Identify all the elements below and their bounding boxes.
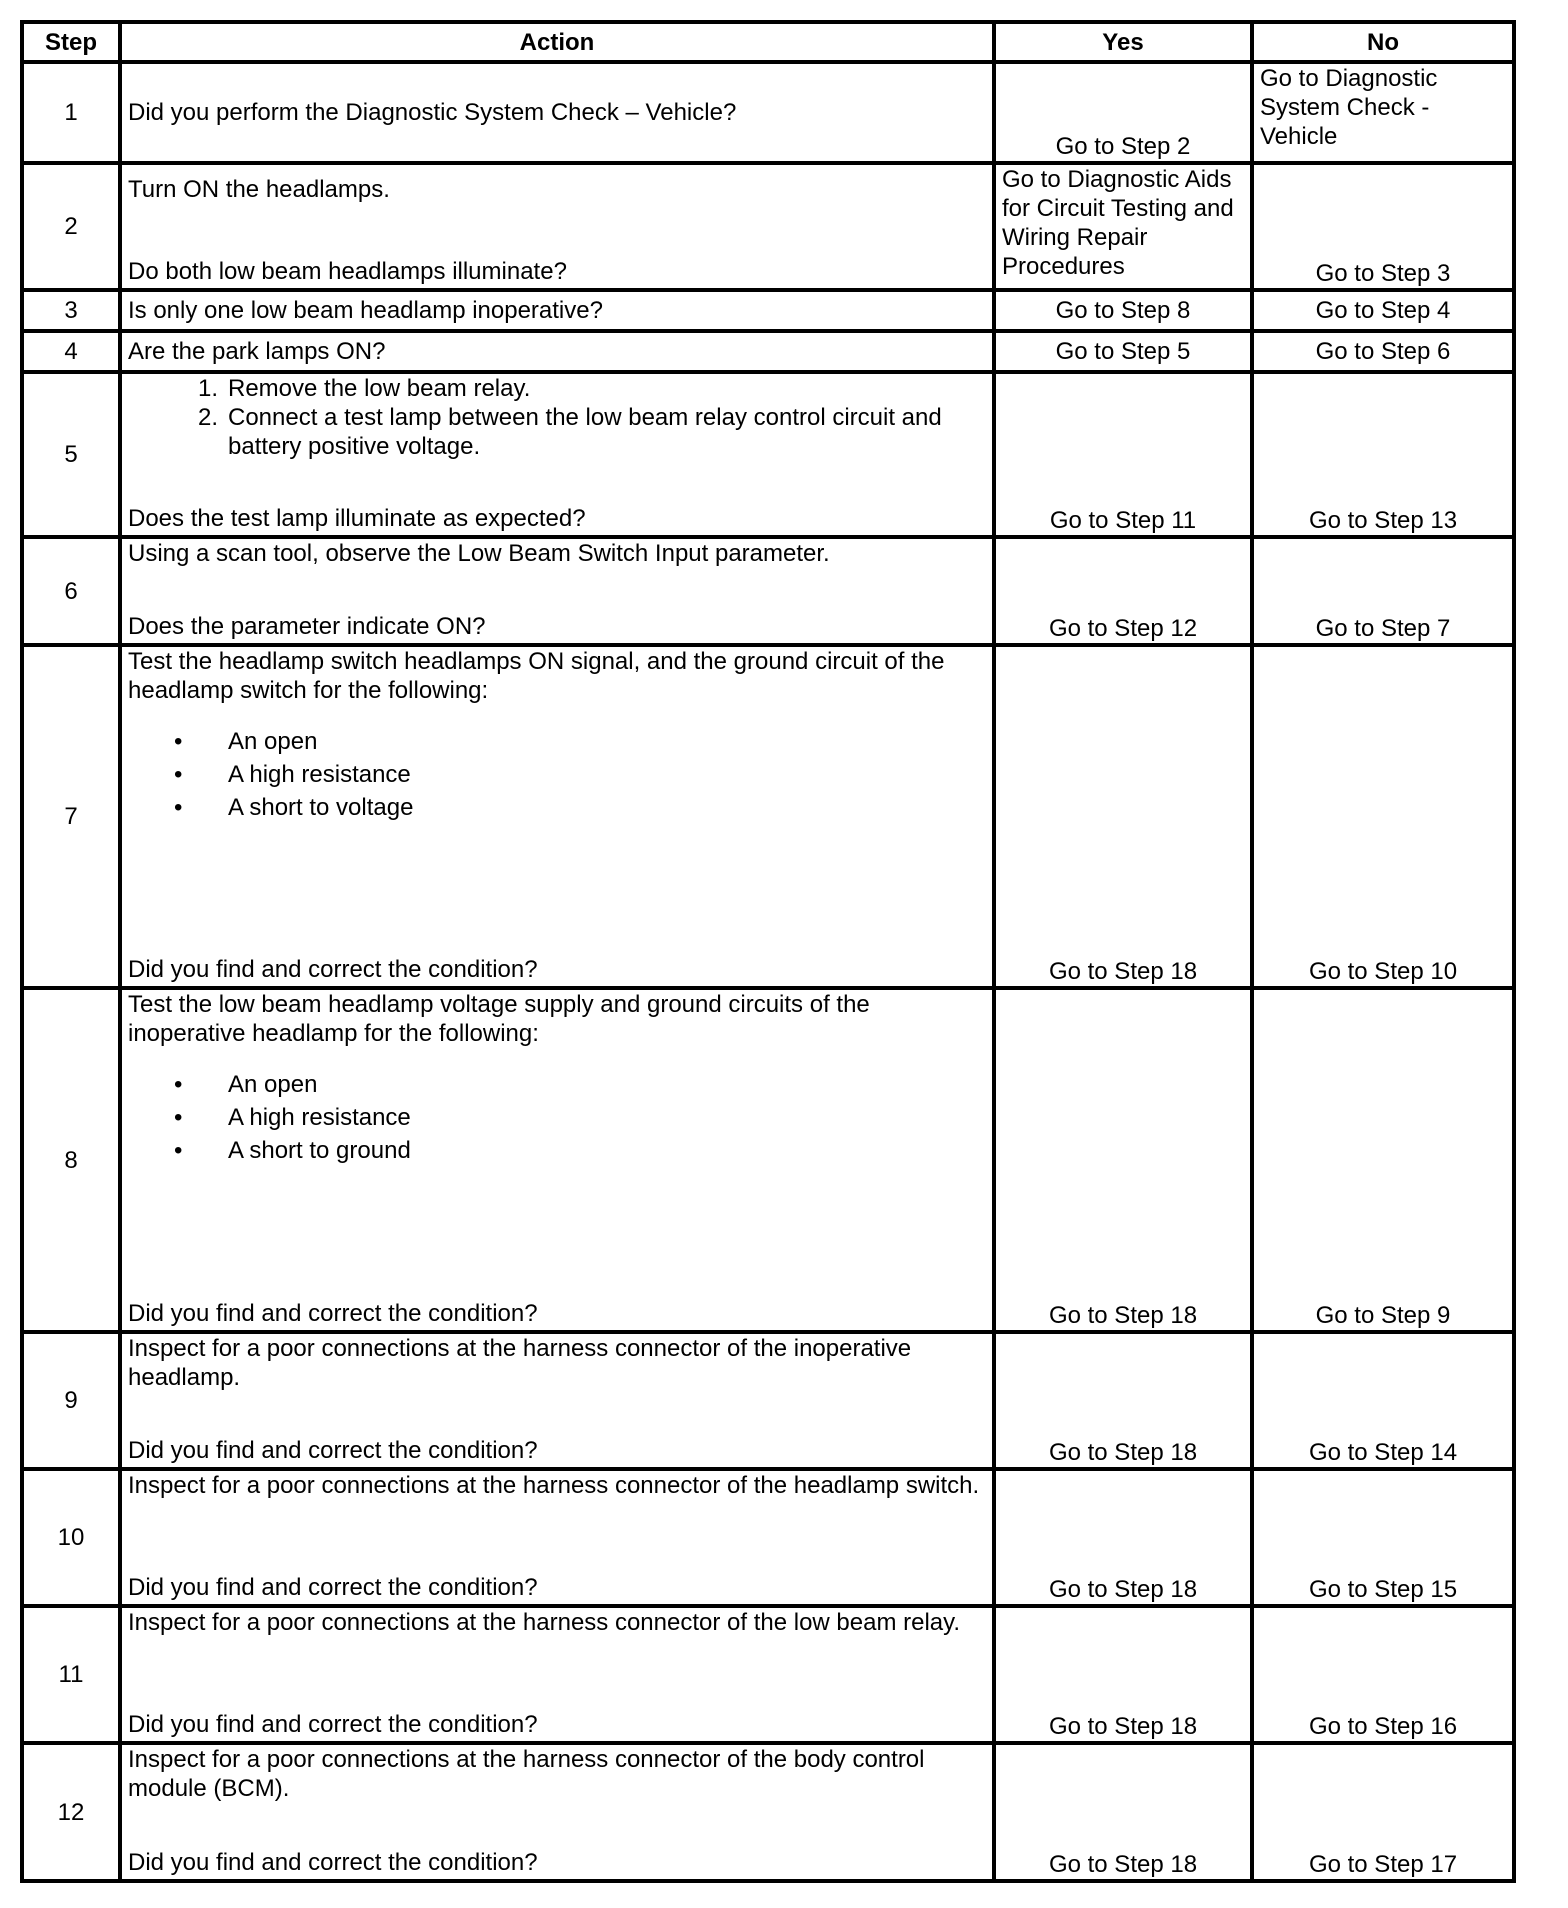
list-item	[128, 760, 986, 793]
table-row	[22, 1469, 1514, 1606]
action-question: Does the test lamp illuminate as expected?	[128, 505, 586, 532]
step-number: 8	[22, 988, 120, 1332]
action-question: Does the parameter indicate ON?	[128, 613, 486, 640]
list-item	[128, 403, 986, 461]
diagnostic-steps-table	[20, 20, 1516, 1883]
yes-cell: Go to Step 8	[994, 290, 1252, 331]
yes-cell: Go to Step 18	[994, 1743, 1252, 1881]
action-instruction: Test the low beam headlamp voltage supply and ground circuits of the inoperative headlamp for the following:	[128, 991, 870, 1047]
action-instruction: Inspect for a poor connections at the harness connector of the headlamp switch.	[128, 1472, 980, 1499]
no-cell: Go to Step 9	[1252, 988, 1514, 1332]
action-cell	[120, 988, 994, 1332]
action-instruction: Inspect for a poor connections at the harness connector of the low beam relay.	[128, 1609, 961, 1636]
action-cell	[120, 163, 994, 290]
action-question: Is only one low beam headlamp inoperative?	[128, 297, 603, 324]
no-cell: Go to Step 14	[1252, 1332, 1514, 1469]
action-cell	[120, 1606, 994, 1743]
table-row	[22, 372, 1514, 537]
list-item	[128, 793, 986, 826]
step-number: 4	[22, 331, 120, 372]
action-question: Did you find and correct the condition?	[128, 1300, 538, 1327]
list-text: An open	[228, 1071, 318, 1098]
list-text: Connect a test lamp between the low beam relay control circuit and battery positive voltage.	[228, 404, 942, 460]
list-item	[128, 1070, 986, 1103]
list-text: An open	[228, 728, 318, 755]
action-instruction: Using a scan tool, observe the Low Beam Switch Input parameter.	[128, 540, 830, 567]
step-number: 9	[22, 1332, 120, 1469]
yes-cell: Go to Step 18	[994, 1332, 1252, 1469]
table-header-row	[22, 22, 1514, 62]
action-instruction: Turn ON the headlamps.	[128, 176, 390, 203]
action-cell	[120, 537, 994, 645]
bullet: •	[174, 794, 183, 821]
table-row	[22, 1743, 1514, 1881]
step-number: 5	[22, 372, 120, 537]
table-row	[22, 1606, 1514, 1743]
numbered-steps	[128, 374, 986, 461]
action-cell	[120, 1469, 994, 1606]
bullet: •	[174, 1137, 183, 1164]
list-text: Remove the low beam relay.	[228, 375, 531, 402]
list-text: A short to voltage	[228, 794, 414, 821]
yes-cell: Go to Step 18	[994, 1606, 1252, 1743]
table-row	[22, 645, 1514, 988]
bullet: •	[174, 1071, 183, 1098]
list-item	[128, 374, 986, 403]
step-number: 1	[22, 62, 120, 163]
list-number: 1.	[197, 375, 218, 402]
bullet: •	[174, 761, 183, 788]
step-number: 11	[22, 1606, 120, 1743]
bullet-list	[128, 1070, 986, 1169]
action-cell	[120, 331, 994, 372]
yes-cell: Go to Step 18	[994, 1469, 1252, 1606]
action-question: Did you find and correct the condition?	[128, 956, 538, 983]
yes-cell: Go to Diagnostic Aids for Circuit Testing and Wiring Repair Procedures	[994, 163, 1252, 290]
list-item	[128, 727, 986, 760]
yes-cell: Go to Step 12	[994, 537, 1252, 645]
list-text: A short to ground	[228, 1137, 411, 1164]
step-number: 3	[22, 290, 120, 331]
action-question: Do both low beam headlamps illuminate?	[128, 258, 567, 285]
header-action: Action	[120, 22, 994, 62]
no-cell: Go to Step 3	[1252, 163, 1514, 290]
list-item	[128, 1103, 986, 1136]
no-cell: Go to Step 13	[1252, 372, 1514, 537]
action-cell	[120, 1743, 994, 1881]
no-cell: Go to Step 7	[1252, 537, 1514, 645]
action-question: Did you find and correct the condition?	[128, 1437, 538, 1464]
action-cell	[120, 62, 994, 163]
list-item	[128, 1136, 986, 1169]
bullet-list	[128, 727, 986, 826]
action-cell	[120, 372, 994, 537]
yes-cell: Go to Step 18	[994, 988, 1252, 1332]
action-cell	[120, 645, 994, 988]
header-step: Step	[22, 22, 120, 62]
action-instruction: Inspect for a poor connections at the harness connector of the inoperative headlamp.	[128, 1335, 912, 1391]
bullet: •	[174, 1104, 183, 1131]
step-number: 12	[22, 1743, 120, 1881]
action-question: Did you find and correct the condition?	[128, 1711, 538, 1738]
step-number: 10	[22, 1469, 120, 1606]
table-row	[22, 163, 1514, 290]
header-yes: Yes	[994, 22, 1252, 62]
yes-cell: Go to Step 18	[994, 645, 1252, 988]
table-row	[22, 537, 1514, 645]
table-row	[22, 290, 1514, 331]
list-number: 2.	[197, 404, 218, 431]
no-cell: Go to Diagnostic System Check - Vehicle	[1252, 62, 1514, 163]
action-question: Are the park lamps ON?	[128, 338, 386, 365]
action-instruction: Test the headlamp switch headlamps ON signal, and the ground circuit of the headlamp switch for the following:	[128, 648, 945, 704]
no-cell: Go to Step 16	[1252, 1606, 1514, 1743]
action-cell	[120, 290, 994, 331]
list-text: A high resistance	[228, 1104, 411, 1131]
table-row	[22, 1332, 1514, 1469]
header-no: No	[1252, 22, 1514, 62]
step-number: 6	[22, 537, 120, 645]
step-number: 7	[22, 645, 120, 988]
no-cell: Go to Step 4	[1252, 290, 1514, 331]
table-row	[22, 62, 1514, 163]
action-question: Did you perform the Diagnostic System Check – Vehicle?	[128, 99, 737, 126]
yes-cell: Go to Step 2	[994, 62, 1252, 163]
action-question: Did you find and correct the condition?	[128, 1574, 538, 1601]
no-cell: Go to Step 10	[1252, 645, 1514, 988]
no-cell: Go to Step 6	[1252, 331, 1514, 372]
yes-cell: Go to Step 11	[994, 372, 1252, 537]
no-cell: Go to Step 17	[1252, 1743, 1514, 1881]
yes-cell: Go to Step 5	[994, 331, 1252, 372]
action-cell	[120, 1332, 994, 1469]
table-row	[22, 331, 1514, 372]
step-number: 2	[22, 163, 120, 290]
action-instruction: Inspect for a poor connections at the harness connector of the body control module (BCM).	[128, 1746, 925, 1802]
list-text: A high resistance	[228, 761, 411, 788]
no-cell: Go to Step 15	[1252, 1469, 1514, 1606]
bullet: •	[174, 728, 183, 755]
action-question: Did you find and correct the condition?	[128, 1849, 538, 1876]
table-row	[22, 988, 1514, 1332]
